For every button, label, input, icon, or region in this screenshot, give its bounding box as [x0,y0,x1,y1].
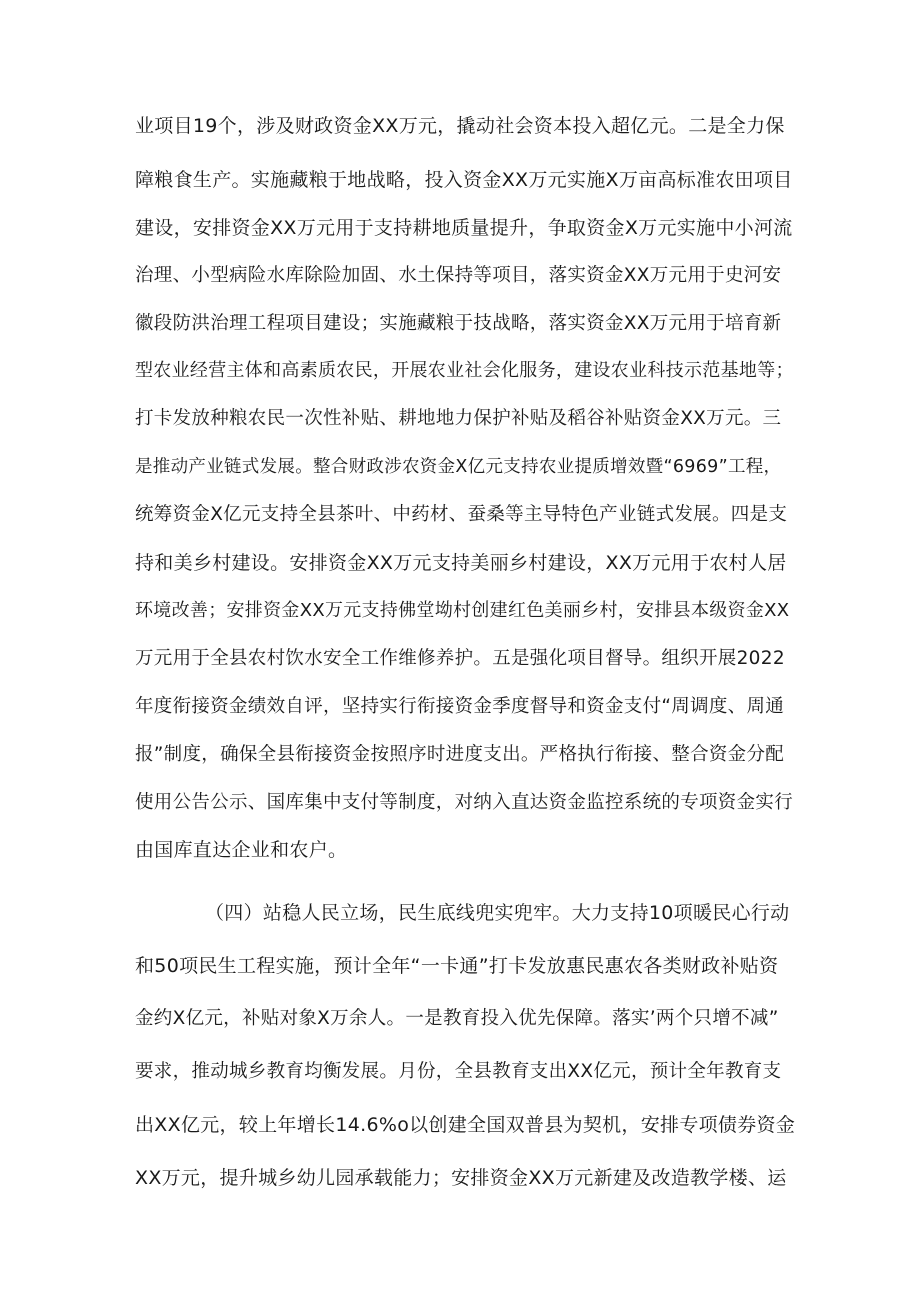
text-line-19: 金约X亿元，补贴对象X万余人。一是教育投入优先保障。落实’两个只增不减” [135,1008,779,1029]
text-line-5: 徽段防洪治理工程项目建设；实施藏粮于技战略，落实资金XX万元用于培育新 [135,313,782,334]
text-line-2: 障粮食生产。实施藏粮于地战略，投入资金XX万元实施X万亩高标准农田项目 [135,169,793,191]
text-line-11: 环境改善；安排资金XX万元支持佛堂坳村创建红色美丽乡村，安排县本级资金XX [135,600,790,621]
text-line-15: 使用公告公示、国库集中支付等制度，对纳入直达资金监控系统的专项资金实行 [135,792,794,813]
text-line-18: 和50项民生工程实施，预计全年“一卡通”打卡发放惠民惠农各类财政补贴资 [135,955,779,977]
text-line-1: 业项目19个，涉及财政资金XX万元，撬动社会资本投入超亿元。二是全力保 [135,115,785,137]
text-line-12: 万元用于全县农村饮水安全工作维修养护。五是强化项目督导。组织开展2022 [135,648,785,669]
text-line-7: 打卡发放种粮农民一次性补贴、耕地地力保护补贴及稻谷补贴资金XX万元。三 [135,408,782,429]
text-line-14: 报”制度，确保全县衔接资金按照序时进度支出。严格执行衔接、整合资金分配 [135,744,785,765]
text-line-9: 统筹资金X亿元支持全县茶叶、中药材、蚕桑等主导特色产业链式发展。四是支 [135,504,788,525]
text-line-10: 持和美乡村建设。安排资金XX万元支持美丽乡村建设，XX万元用于农村人居 [135,552,787,574]
text-line-13: 年度衔接资金绩效自评，坚持实行衔接资金季度督导和资金支付“周调度、周通 [135,696,785,717]
text-line-8: 是推动产业链式发展。整合财政涉农资金X亿元支持农业提质增效暨“6969”工程， [135,457,782,477]
text-line-16: 由国库直达企业和农户。 [135,839,348,861]
text-line-3: 建设，安排资金XX万元用于支持耕地质量提升，争取资金X万元实施中小河流 [135,217,793,239]
text-line-4: 治理、小型病险水库除险加固、水土保持等项目，落实资金XX万元用于史河安 [135,265,782,286]
text-line-21: 出XX亿元，较上年增长14.6%o以创建全国双普县为契机，安排专项债券资金 [135,1114,796,1136]
text-line-20: 要求，推动城乡教育均衡发展。月份，全县教育支出XX亿元，预计全年教育支 [135,1061,782,1082]
text-line-6: 型农业经营主体和高素质农民，开展农业社会化服务，建设农业科技示范基地等； [135,360,794,381]
text-line-22: XX万元，提升城乡幼儿园承载能力；安排资金XX万元新建及改造教学楼、运 [135,1167,787,1189]
text-line-17: （四）站稳人民立场，民生底线兜实兜牢。大力支持10项暖民心行动 [205,902,790,924]
